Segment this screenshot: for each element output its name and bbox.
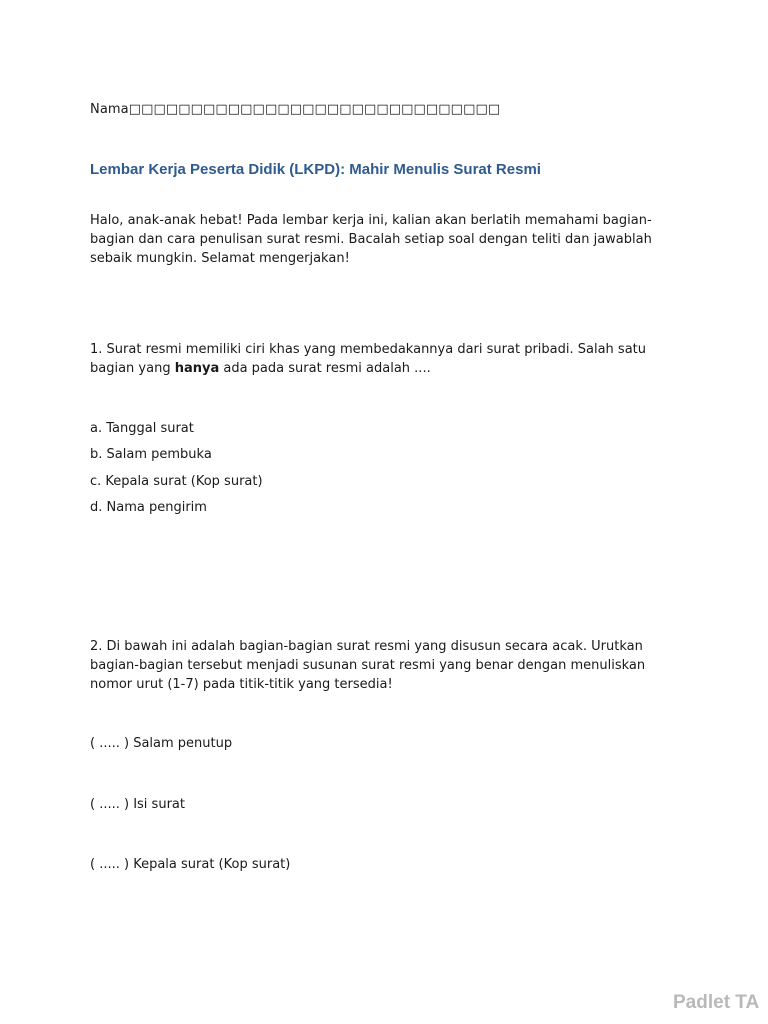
question-1-option-d: d. Nama pengirim xyxy=(90,500,207,515)
question-1-option-b: b. Salam pembuka xyxy=(90,447,212,462)
question-1-text-before: 1. Surat resmi memiliki ciri khas yang membedakannya dari surat pribadi. Salah satu bagian yang xyxy=(90,342,646,376)
question-2-item: ( ..... ) Isi surat xyxy=(90,797,185,812)
question-1-option-c: c. Kepala surat (Kop surat) xyxy=(90,474,263,489)
name-blank: □□□□□□□□□□□□□□□□□□□□□□□□□□□□□□ xyxy=(128,102,501,117)
name-line xyxy=(90,102,500,117)
question-1-option-a: a. Tanggal surat xyxy=(90,421,194,436)
question-2-item: ( ..... ) Salam penutup xyxy=(90,736,233,751)
question-1-emphasis: hanya xyxy=(174,361,220,376)
intro-paragraph: Halo, anak-anak hebat! Pada lembar kerja ini, kalian akan berlatih memahami bagian-bagian dan cara penulisan surat resmi. Bacalah setiap soal dengan teliti dan jawablah sebaik mungkin. Selamat mengerjakan! xyxy=(90,213,652,266)
question-2-item: ( ..... ) Kepala surat (Kop surat) xyxy=(90,857,291,872)
question-1-text-after: ada pada surat resmi adalah .... xyxy=(219,361,431,376)
worksheet-title: Lembar Kerja Peserta Didik (LKPD): Mahir Menulis Surat Resmi xyxy=(90,161,541,178)
question-1 xyxy=(90,340,690,378)
padlet-watermark: Padlet TA xyxy=(673,992,760,1013)
question-2: 2. Di bawah ini adalah bagian-bagian surat resmi yang disusun secara acak. Urutkan bagian-bagian tersebut menjadi susunan surat resmi yang benar dengan menuliskan nomor urut (1-7) pada titik-titik yang tersedia! xyxy=(90,639,646,692)
name-label: Nama xyxy=(90,102,129,117)
